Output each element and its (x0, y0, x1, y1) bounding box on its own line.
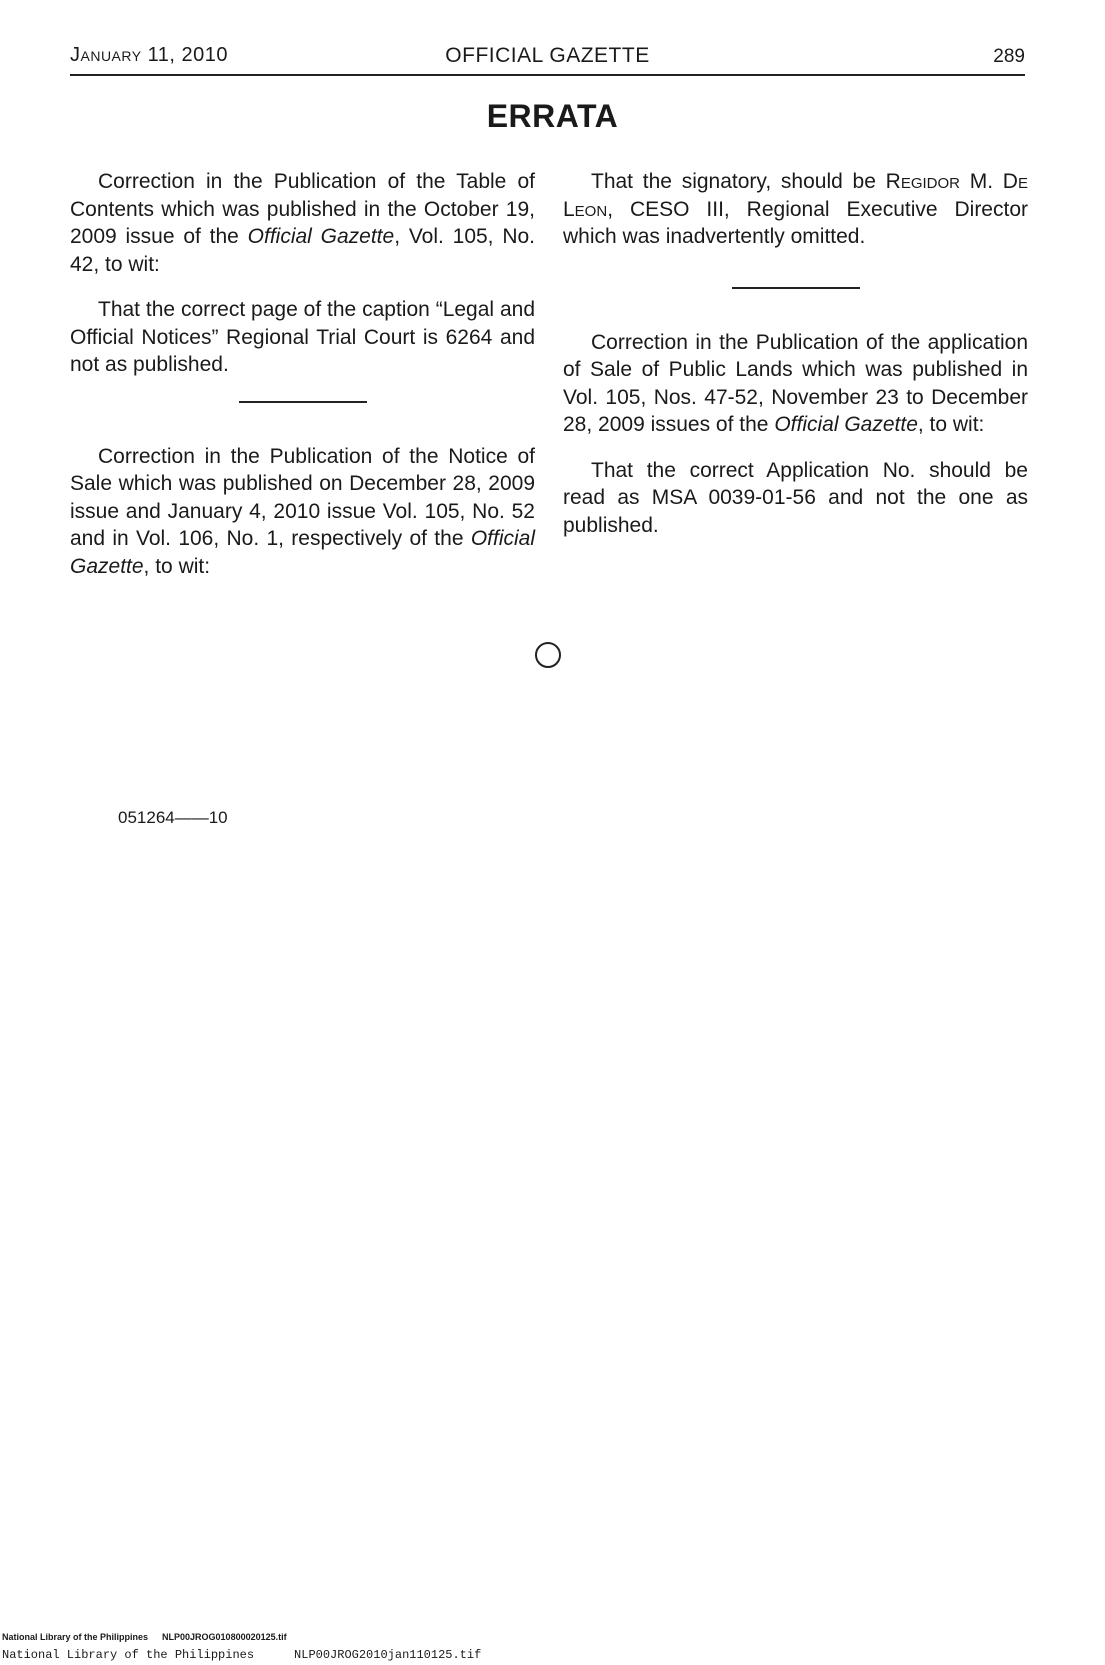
footer-library-name: National Library of the Philippines (2, 1648, 255, 1662)
page-header (70, 40, 1025, 76)
scan-footer-line-2 (2, 1648, 481, 1662)
footer-file-name: NLP00JROG2010jan110125.tif (294, 1648, 482, 1662)
right-p1-text: That the signatory, should be (591, 170, 886, 193)
left-p3-italic: Official Gazette (70, 527, 535, 578)
header-date-rest: 11, 2010 (141, 44, 229, 66)
left-p1-text: Correction in the Publication of the Table of Contents which was published in the October 19, 2009 issue of the (70, 170, 535, 248)
end-of-section-circle-icon (535, 642, 561, 668)
right-column (563, 168, 1028, 539)
right-p2-tail: , to wit: (917, 413, 985, 436)
right-p2-italic: Official Gazette (774, 413, 918, 436)
left-paragraph-2: That the correct page of the caption “Legal and Official Notices” Regional Trial Court is 6264 and not as published. (70, 298, 535, 376)
errata-heading: ERRATA (486, 98, 619, 134)
right-p2-text: Correction in the Publication of the application of Sale of Public Lands which was published in Vol. 105, Nos. 47-52, November 23 to December 28, 2009 issues of the (563, 330, 1028, 436)
left-column (70, 168, 535, 580)
left-p1-italic: Official Gazette (247, 225, 395, 248)
left-p3-tail: , to wit: (143, 554, 211, 578)
left-paragraph-3 (70, 443, 535, 581)
scan-footer-line-1 (2, 1632, 287, 1642)
right-paragraph-1 (563, 168, 1028, 251)
footer-file-name: NLP00JROG010800020125.tif (162, 1632, 287, 1642)
right-p1-signatory-name: Regidor M. De Leon (563, 170, 1028, 221)
right-p1-tail: , CESO III, Regional Executive Director which was inadvertently omitted. (563, 197, 1028, 248)
section-divider (239, 401, 367, 403)
header-publication-title: OFFICIAL GAZETTE (445, 44, 650, 67)
footer-library-name: National Library of the Philippines (2, 1632, 149, 1642)
document-number: 051264——10 (118, 808, 228, 827)
header-page-number: 289 (993, 46, 1025, 67)
right-paragraph-2 (563, 329, 1028, 439)
left-p3-text: Correction in the Publication of the Notice of Sale which was published on December 28, 2009 issue and January 4, 2010 issue Vol. 105, No. 52 and in Vol. 106, No. 1, respectively of the (70, 444, 535, 550)
left-paragraph-1 (70, 168, 535, 278)
right-paragraph-3: That the correct Application No. should be read as MSA 0039-01-56 and not the one as published. (563, 458, 1028, 537)
header-date-month: January (70, 44, 142, 66)
left-p1-tail: , Vol. 105, No. 42, to wit: (70, 225, 535, 276)
section-divider (732, 287, 860, 289)
